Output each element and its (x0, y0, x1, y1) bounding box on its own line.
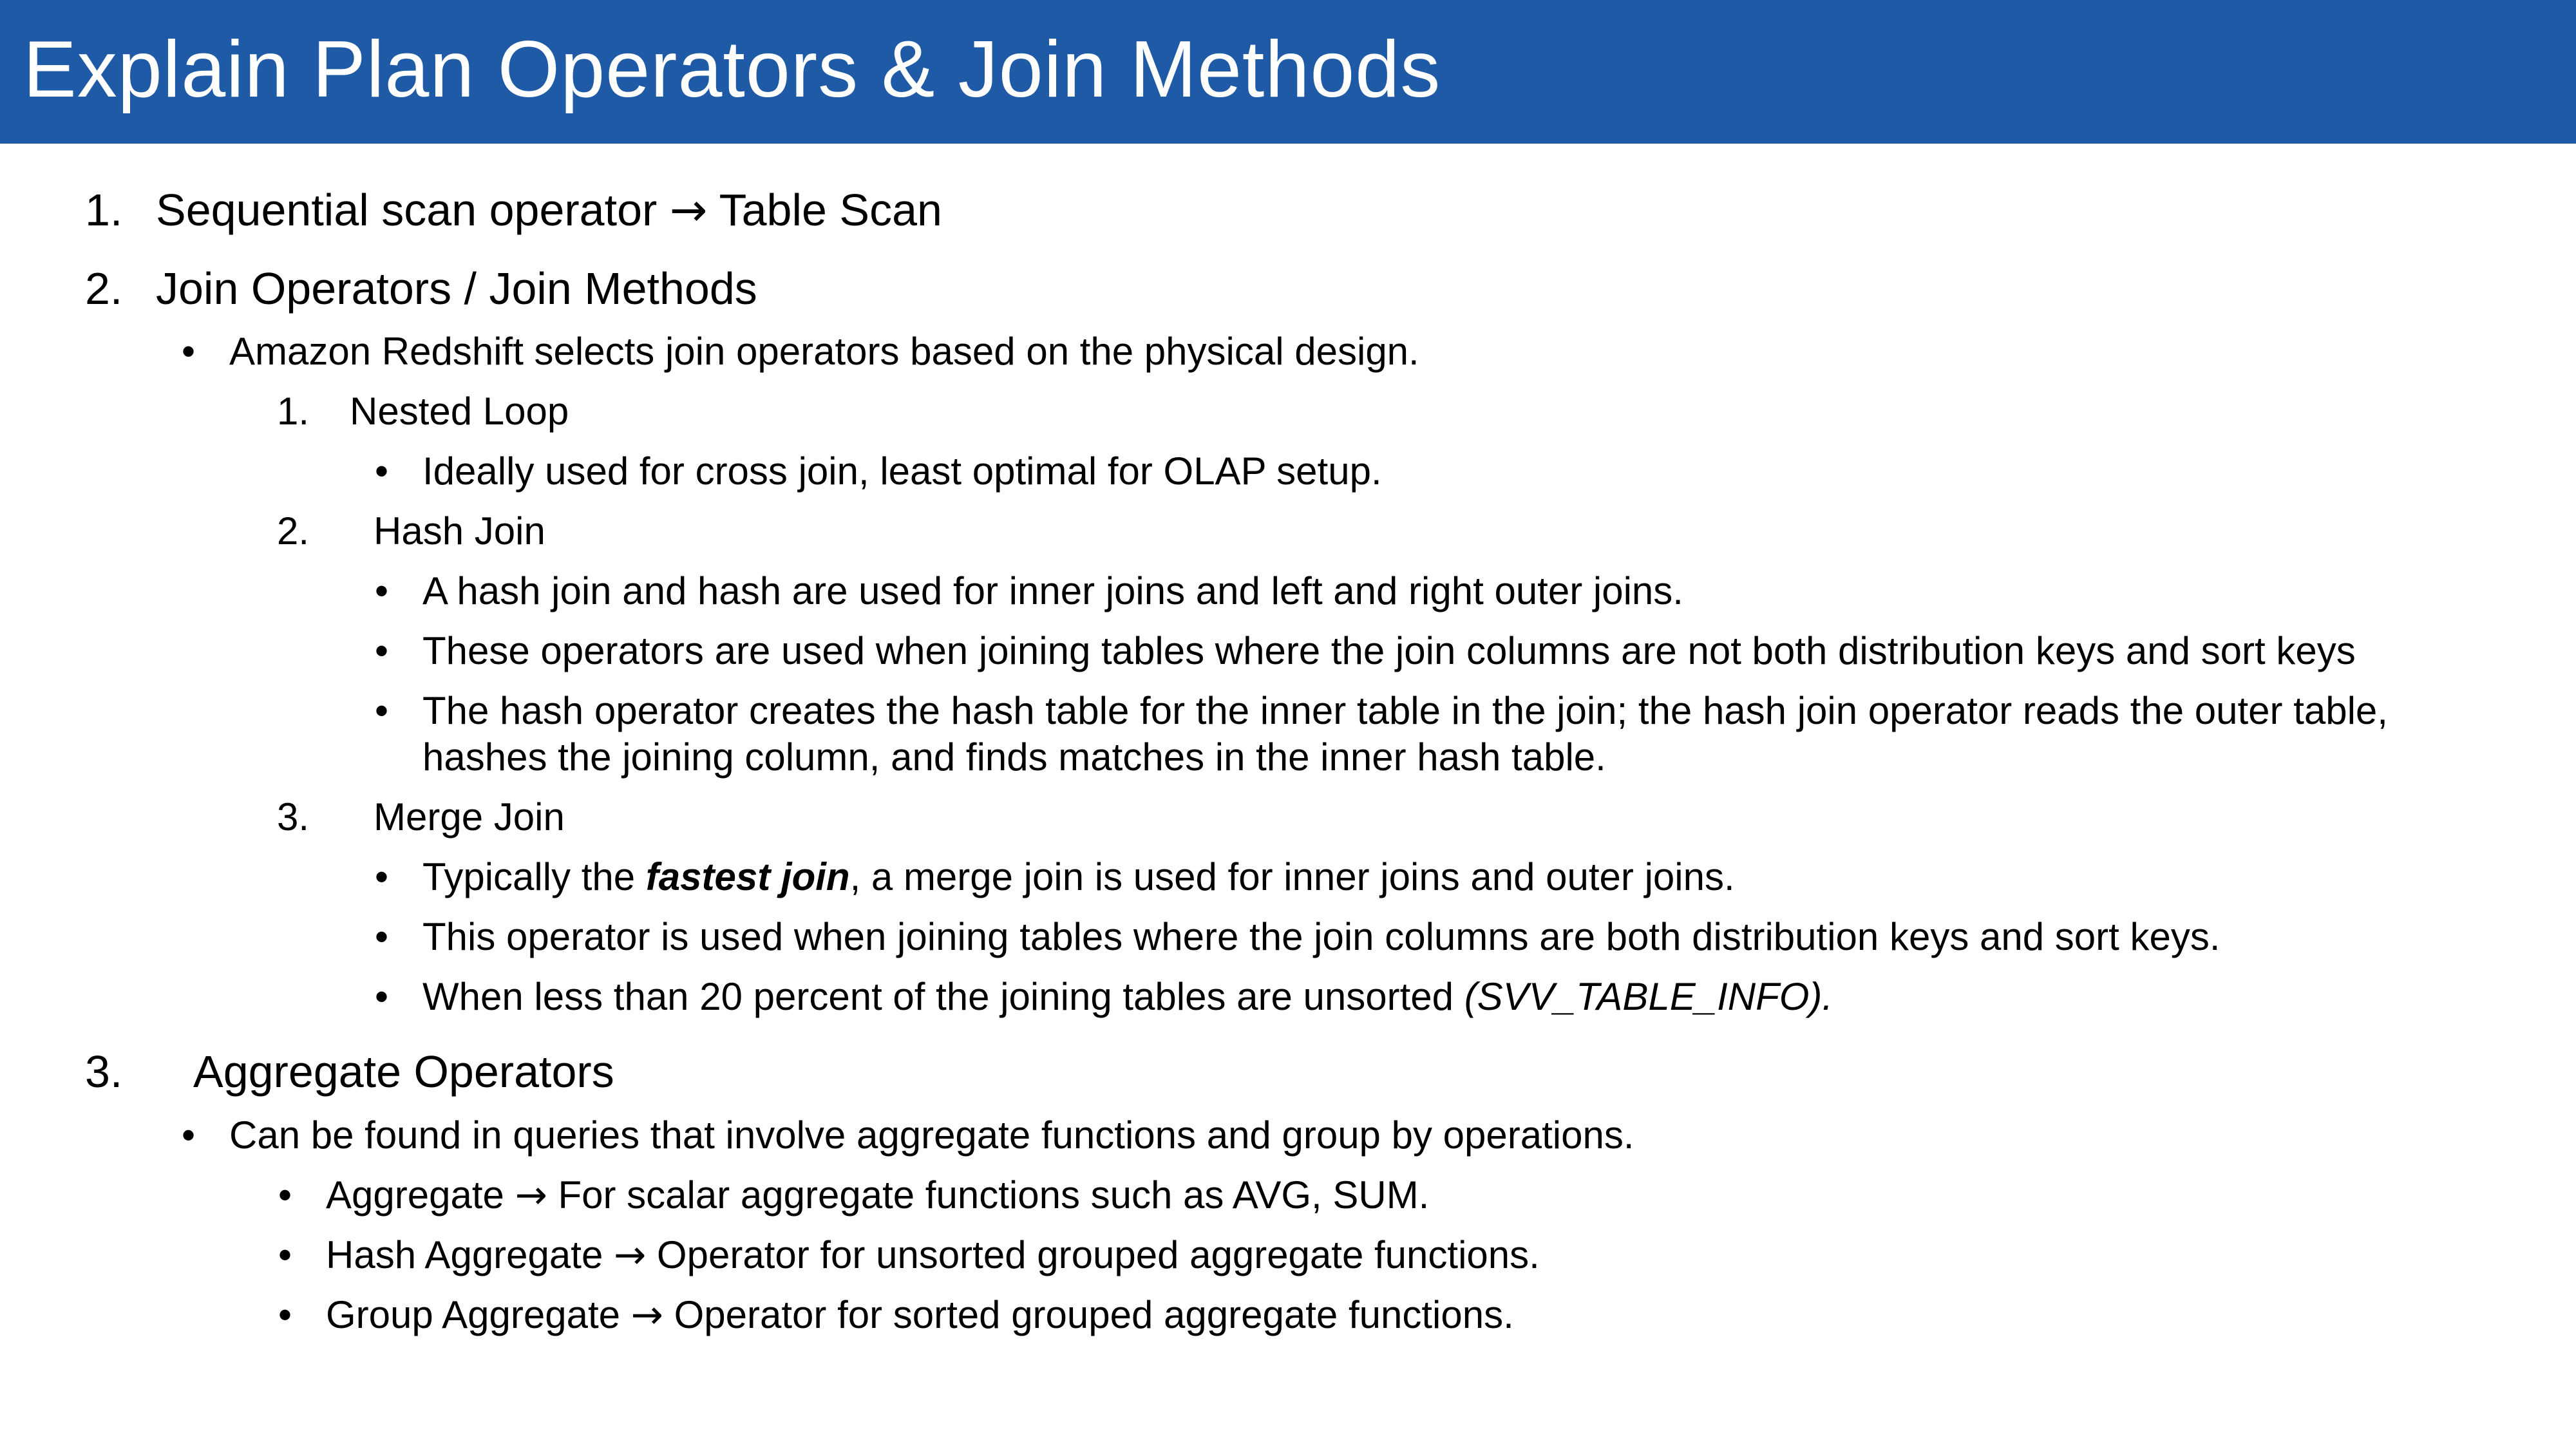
bullet-icon: • (182, 330, 196, 373)
section-3-number: 3. (85, 1046, 123, 1097)
bullet-icon: • (375, 915, 389, 958)
bullet-icon: • (375, 855, 389, 898)
slide-title: Explain Plan Operators & Join Methods (23, 25, 1441, 114)
bullet-icon: • (278, 1173, 292, 1217)
arrow-icon: → (613, 1233, 647, 1278)
svv-table-info-ref: (SVV_TABLE_INFO). (1464, 975, 1833, 1018)
title-bar (0, 0, 2576, 144)
bullet-icon: • (375, 689, 389, 732)
section-3-label: Aggregate Operators (193, 1046, 614, 1097)
arrow-icon: → (630, 1293, 663, 1338)
bullet-icon: • (278, 1233, 292, 1276)
section-1-label: Sequential scan operator → Table Scan (156, 184, 942, 236)
bullet-icon: • (375, 975, 389, 1018)
section-1-number: 1. (85, 185, 123, 235)
arrow-icon: → (669, 184, 708, 236)
bullet-icon: • (375, 569, 389, 612)
fastest-join-emphasis: fastest join (645, 855, 850, 898)
bullet-icon: • (278, 1293, 292, 1336)
bullet-icon: • (182, 1113, 196, 1157)
bullet-icon: • (375, 629, 389, 672)
section-2-number: 2. (85, 263, 123, 314)
arrow-icon: → (515, 1173, 547, 1218)
bullet-icon: • (375, 450, 389, 493)
section-2-label: Join Operators / Join Methods (156, 263, 757, 314)
